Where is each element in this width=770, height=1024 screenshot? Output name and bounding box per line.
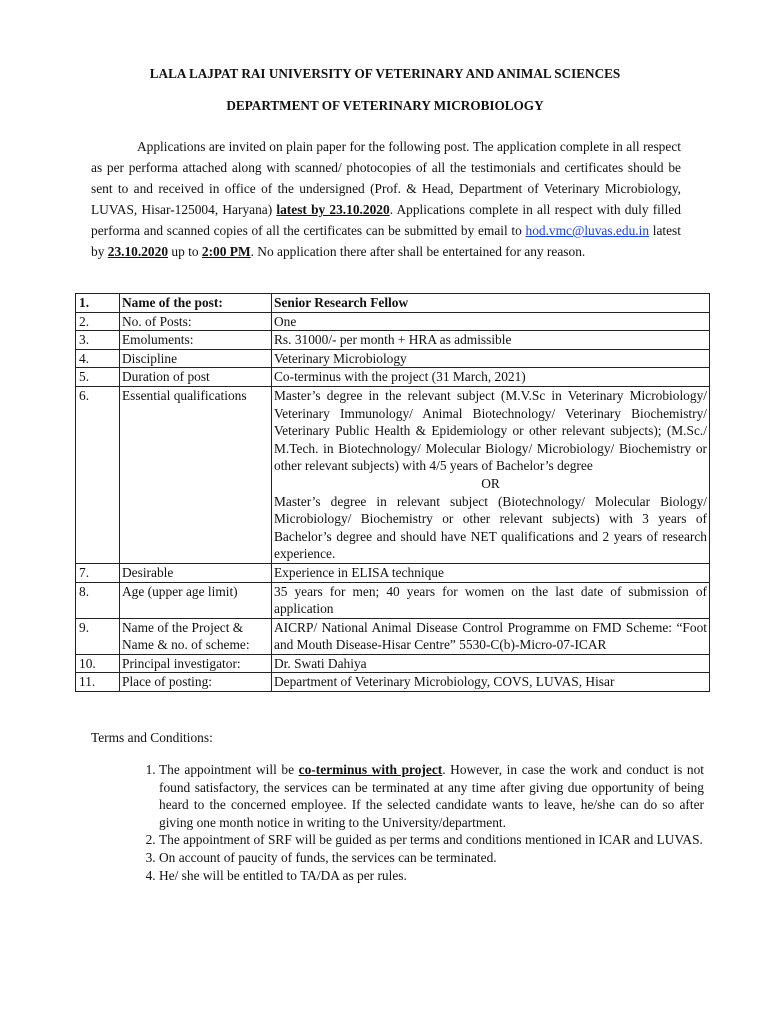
row-label: Name of the post: [120, 294, 272, 313]
term-emphasis: co-terminus with project [298, 762, 443, 777]
row-label: Place of posting: [120, 673, 272, 692]
row-label: Age (upper age limit) [120, 582, 272, 618]
table-row [76, 312, 710, 331]
or-separator: OR [481, 475, 500, 491]
list-item: 2. The appointment of SRF will be guided as per terms and conditions mentioned in ICAR and LUVAS. [159, 831, 704, 849]
intro-paragraph [91, 136, 681, 262]
table-row [76, 563, 710, 582]
row-value: Co-terminus with the project (31 March, 2021) [272, 368, 710, 387]
row-label: Desirable [120, 563, 272, 582]
row-label: Essential qualifications [120, 386, 272, 563]
table-row [76, 618, 710, 654]
intro-text-1: Applications are invited on plain paper for the following post. The application complete in all respect as per performa attached along with scanned/ photocopies of all the testimonials and certificates should be sent to and received in office of the undersigned (Prof. & Head, Department of Veterinary Microbiology, LUVAS, Hisar-125004, Haryana) [91, 139, 681, 217]
row-number: 8. [76, 582, 120, 618]
row-number: 6. [76, 386, 120, 563]
row-label: Duration of post [120, 368, 272, 387]
terms-list [137, 761, 704, 884]
terms-heading: Terms and Conditions: [91, 730, 213, 745]
row-value: Rs. 31000/- per month + HRA as admissible [272, 331, 710, 350]
intro-text-3: latest by [91, 223, 681, 259]
row-number: 7. [76, 563, 120, 582]
row-label: Name of the Project & Name & no. of scheme: [120, 618, 272, 654]
table-row [76, 673, 710, 692]
table-row [76, 294, 710, 313]
intro-text-5: . No application there after shall be entertained for any reason. [250, 244, 586, 259]
row-number: 11. [76, 673, 120, 692]
table-row [76, 582, 710, 618]
list-item: 3. On account of paucity of funds, the services can be terminated. [159, 849, 704, 867]
term-text: The appointment will be [159, 762, 295, 777]
qualification-option-b: Master’s degree in relevant subject (Biotechnology/ Molecular Biology/ Microbiology/ Biochemistry or other relevant subjects) with 3 years of Bachelor’s degree and should have NET qualifications and 2 years of research experience. [274, 493, 707, 562]
list-item [159, 761, 704, 831]
row-number: 1. [76, 294, 120, 313]
deadline-2-date: 23.10.2020 [107, 244, 169, 259]
table-row [76, 331, 710, 350]
row-value: AICRP/ National Animal Disease Control Programme on FMD Scheme: “Foot and Mouth Disease-Hisar Centre” 5530-C(b)-Micro-07-ICAR [272, 618, 710, 654]
table-row [76, 368, 710, 387]
row-number: 10. [76, 654, 120, 673]
row-label: No. of Posts: [120, 312, 272, 331]
intro-text-2: . Applications complete in all respect with duly filled performa and scanned copies of all the certificates can be submitted by email to [91, 202, 681, 238]
table-row [76, 654, 710, 673]
list-item: 4. He/ she will be entitled to TA/DA as per rules. [159, 867, 704, 885]
term-text: . However, in case the work and conduct is not found satisfactory, the services can be terminated at any time after giving due opportunity of being heard to the concerned employee. If the selected candidate wants to leave, he/she can do so after giving one month notice in writing to the University/department. [159, 762, 704, 830]
row-number: 3. [76, 331, 120, 350]
row-value: One [272, 312, 710, 331]
post-details-table [75, 293, 710, 692]
row-number: 2. [76, 312, 120, 331]
row-label: Emoluments: [120, 331, 272, 350]
row-number: 9. [76, 618, 120, 654]
department-heading: DEPARTMENT OF VETERINARY MICROBIOLOGY [226, 98, 544, 113]
row-value: Dr. Swati Dahiya [272, 654, 710, 673]
row-value: Experience in ELISA technique [272, 563, 710, 582]
row-value: Senior Research Fellow [272, 294, 710, 313]
row-number: 4. [76, 349, 120, 368]
row-value: 35 years for men; 40 years for women on the last date of submission of application [272, 582, 710, 618]
table-row [76, 349, 710, 368]
qualification-option-a: Master’s degree in the relevant subject (M.V.Sc in Veterinary Microbiology/ Veterinary Immunology/ Animal Biotechnology/ Veterinary Biochemistry/ Veterinary Public Health & Epidemiology or other relevant subjects); (M.Sc./ M.Tech. in Biotechnology/ Molecular Biology/ Microbiology/ Biochemistry or other relevant subjects) with 4/5 years of Bachelor’s degree [274, 387, 707, 474]
table-row [76, 386, 710, 563]
row-value: Veterinary Microbiology [272, 349, 710, 368]
university-heading: LALA LAJPAT RAI UNIVERSITY OF VETERINARY AND ANIMAL SCIENCES [149, 66, 621, 81]
row-label: Principal investigator: [120, 654, 272, 673]
deadline-1: latest by 23.10.2020 [276, 202, 390, 217]
deadline-2-time: 2:00 PM [201, 244, 251, 259]
row-value: Department of Veterinary Microbiology, COVS, LUVAS, Hisar [272, 673, 710, 692]
intro-text-4: up to [171, 244, 199, 259]
email-link[interactable]: hod.vmc@luvas.edu.in [525, 223, 650, 238]
row-number: 5. [76, 368, 120, 387]
row-label: Discipline [120, 349, 272, 368]
row-value [272, 386, 710, 563]
